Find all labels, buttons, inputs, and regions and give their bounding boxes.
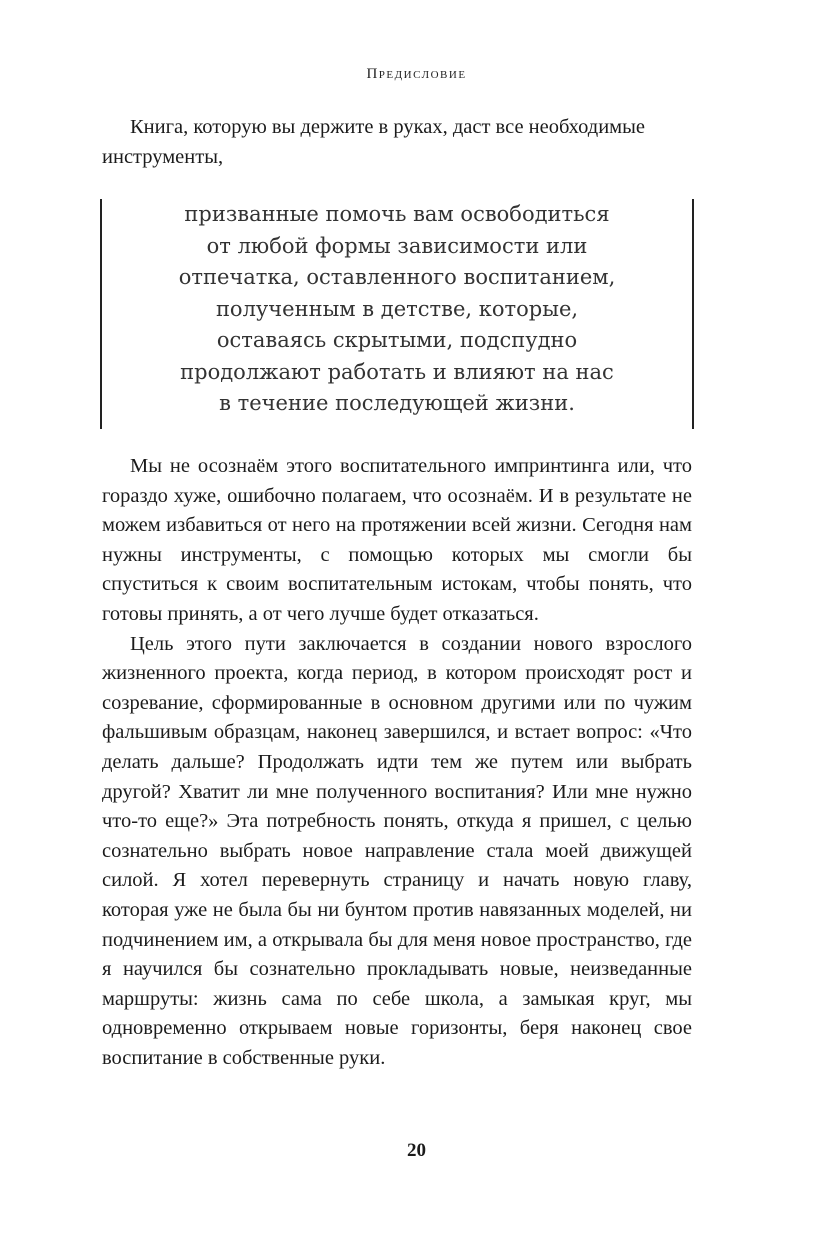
- quote-line: в течение последующей жизни.: [219, 391, 575, 415]
- page-number: 20: [407, 1140, 426, 1161]
- quote-line: от любой формы зависимости или: [206, 233, 588, 258]
- running-head: Предисловие: [366, 66, 467, 82]
- main-text: [102, 452, 692, 1073]
- intro-paragraph: Книга, которую вы держите в руках, даст все необходимые инструменты,: [102, 116, 646, 168]
- body-paragraph: Мы не осознаём этого воспитательного импринтинга или, что гораздо хуже, ошибочно полагаем, что осознаём. И в результате не можем избавиться от него на протяжении всей жизни. Сегодня нам нужны инструменты, с помощью которых мы смогли бы спуститься к своим воспитательным истокам, чтобы понять, что готовы принять, а от чего лучше будет отказаться.: [102, 455, 692, 625]
- quote-line: оставаясь скрытыми, подспудно: [216, 328, 578, 352]
- body-paragraph: Цель этого пути заключается в создании нового взрослого жизненного проекта, когда период, в котором происходят рост и созревание, сформированные в основном другими или по чужим фальшивым образцам, наконец завершился, и встает вопрос: «Что делать дальше? Продолжать идти тем же путем или выбрать другой? Хватит ли мне полученного воспитания? Или мне нужно что-то еще?» Эта потребность понять, откуда я пришел, с целью сознательно выбрать новое направление стала моей движущей силой. Я хотел перевернуть страницу и начать новую главу, которая уже не была бы ни бунтом против навязанных моделей, ни подчинением им, а открывала бы для меня новое пространство, где я научился бы сознательно прокладывать новые, неизведанные маршруты: жизнь сама по себе школа, а замыкая круг, мы одновременно открываем новые горизонты, беря наконец свое воспитание в собственные руки.: [102, 632, 692, 1069]
- quote-line: отпечатка, оставленного воспитанием,: [178, 265, 616, 289]
- quote-text: [102, 199, 692, 420]
- quote-line: продолжают работать и влияют на нас: [180, 359, 614, 384]
- quote-line: полученным в детстве, которые,: [215, 296, 579, 321]
- quote-line: призванные помочь вам освободиться: [184, 202, 610, 226]
- intro-block: [102, 113, 692, 172]
- block-quote: [100, 199, 694, 429]
